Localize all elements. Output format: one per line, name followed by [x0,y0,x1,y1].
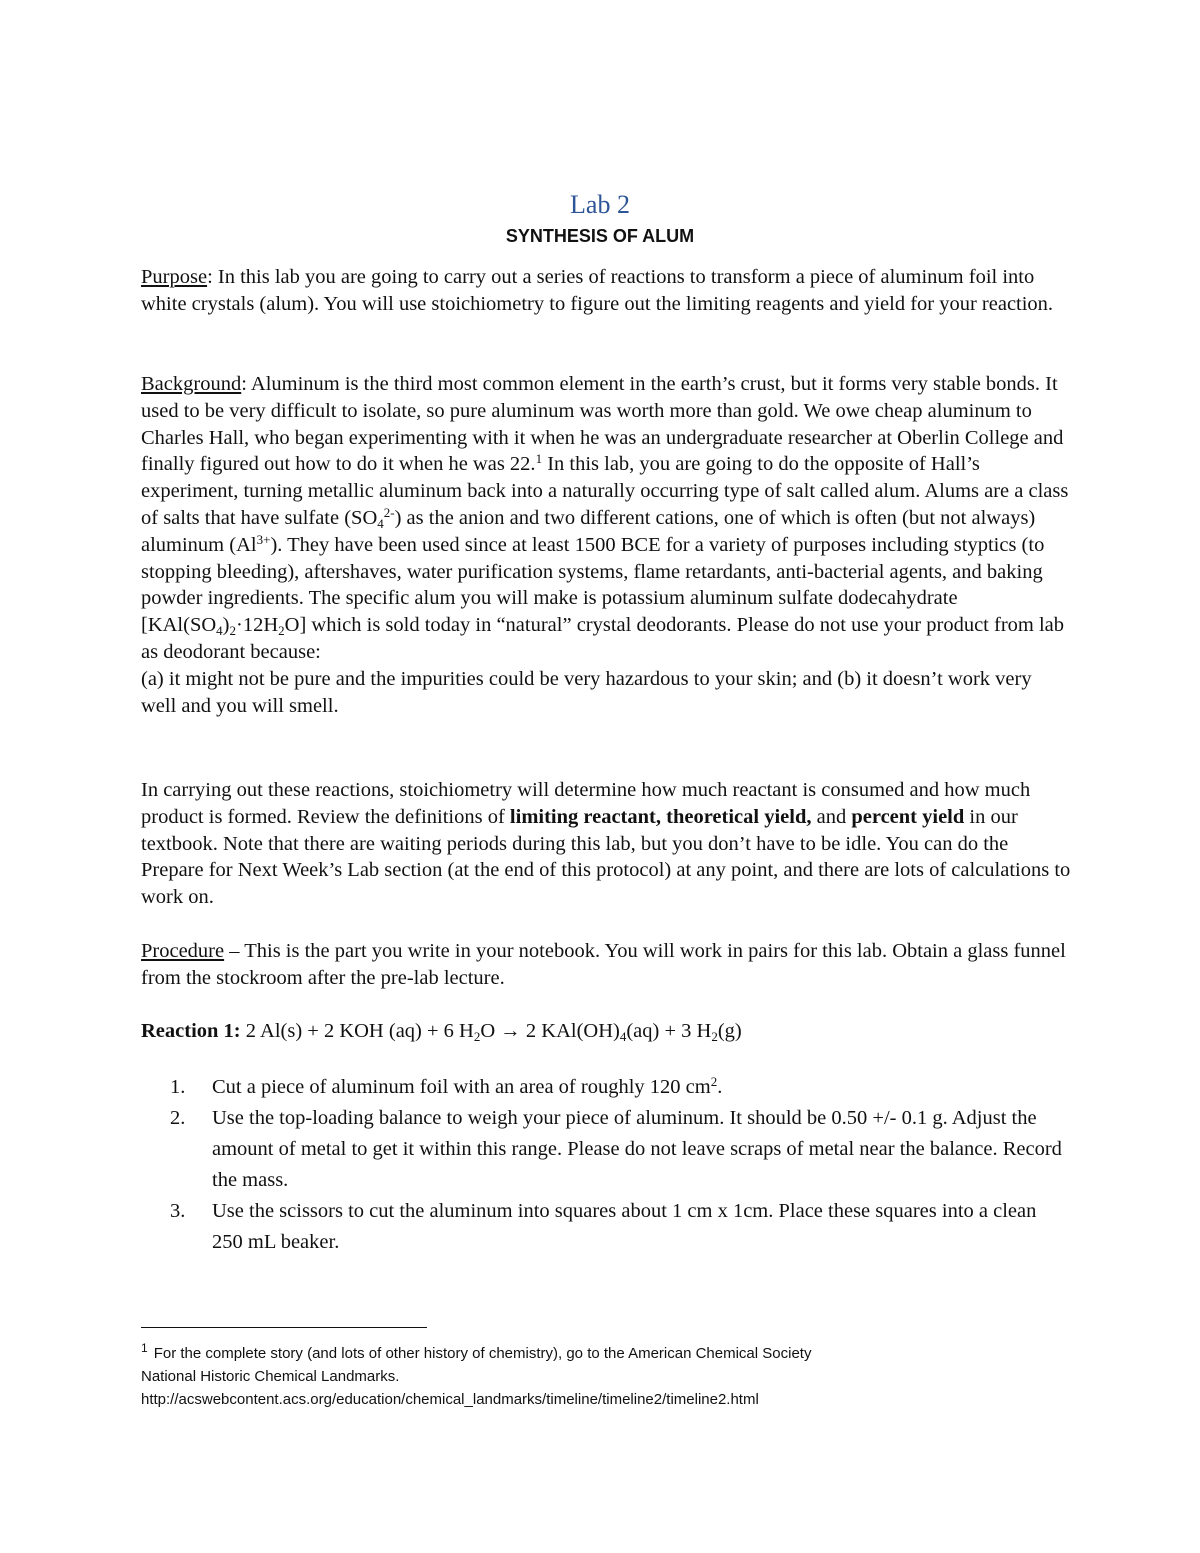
footnote [141,1342,1071,1411]
equation-subscript-3: 2 [711,1029,718,1044]
page-title: Lab 2 [570,190,630,219]
background-text-1: : Aluminum is the third most common element in the earth’s crust, but it forms very stable bonds. It used to be very difficult to isolate, so pure aluminum was worth more than gold. We owe cheap aluminum to Charles Hall, who began experimenting with it when he was an undergraduate researcher at Oberlin College and finally figured out how to do it when he was 22. [141,373,1064,476]
footnote-divider [141,1327,427,1328]
term-percent-yield: percent yield [851,805,965,828]
step-text-end: . [717,1076,723,1098]
sulfate-subscript: 4 [377,515,384,531]
formula-subscript-1: 4 [216,623,223,639]
procedure-text: – This is the part you write in your notebook. You will work in pairs for this lab. Obtain a glass funnel from the stockroom after the pre-lab lecture. [141,940,1066,989]
equation-subscript-2: 4 [619,1029,627,1044]
carrying-text-2: and [811,805,852,828]
footnote-mark: 1 [141,1341,148,1355]
step-superscript: 2 [710,1074,718,1089]
procedure-steps [170,1072,1070,1258]
equation-part-3: (aq) + 3 H [626,1020,712,1042]
reaction-label: Reaction 1: [141,1020,241,1042]
background-label: Background [141,373,242,395]
step-number: 3. [170,1200,186,1222]
footnote-line-1: For the complete story (and lots of other history of chemistry), go to the American Chemical Society [153,1345,812,1362]
equation-part-1: 2 Al(s) + 2 KOH (aq) + 6 H [240,1020,474,1042]
list-item [170,1103,1070,1196]
stoichiometry-paragraph [141,777,1071,911]
procedure-section [141,938,1071,992]
formula-subscript-2: 2 [229,623,236,639]
list-item [170,1196,1070,1258]
purpose-text: : In this lab you are going to carry out a series of reactions to transform a piece of aluminum foil into white crystals (alum). You will use stoichiometry to figure out the limiting reagents and yield for your reaction. [141,266,1054,315]
carrying-text-1: In carrying out these reactions, stoichiometry will determine how much reactant is consumed and how much product is formed. Review the definitions of [141,779,1031,828]
sulfate-charge: 2- [383,504,395,520]
purpose-section [141,264,1071,318]
background-text-4: ). They have been used since at least 1500 BCE for a variety of purposes including styptics (to stopping bleeding), aftershaves, water purification systems, flame retardants, anti-bacterial agents, and baking powder ingredients. The specific alum you will make is potassium aluminum sulfate dodecahydrate [KAl(SO [141,533,1045,637]
equation-part-4: (g) [717,1020,742,1042]
aluminum-charge: 3+ [256,531,271,547]
step-text: Use the top-loading balance to weigh your piece of aluminum. It should be 0.50 +/- 0.1 g. Adjust the amount of metal to get it within this range. Please do not leave scraps of metal near the balance. Record the mass. [212,1107,1062,1191]
step-number: 2. [170,1107,186,1129]
formula-part-2: ·12H [236,614,279,637]
formula-subscript-3: 2 [278,623,285,639]
background-section [141,371,1071,719]
formula-part-1: ) [222,614,230,637]
step-text: Use the scissors to cut the aluminum into squares about 1 cm x 1cm. Place these squares into a clean 250 mL beaker. [212,1200,1037,1253]
procedure-label: Procedure [141,940,225,962]
purpose-label: Purpose [141,266,208,288]
background-text-3: ) as the anion and two different cations, one of which is often (but not always) aluminum (Al [141,506,1036,556]
carrying-text-3: in our textbook. Note that there are waiting periods during this lab, but you don’t have to be idle. You can do the Prepare for Next Week’s Lab section (at the end of this protocol) at any point, and there are lots of calculations to work on. [141,805,1071,909]
background-text-2: In this lab, you are going to do the opposite of Hall’s experiment, turning metallic aluminum back into a naturally occurring type of salt called alum. Alums are a class of salts that have sulfate (SO [141,453,1069,529]
footnote-link[interactable]: http://acswebcontent.acs.org/education/chemical_landmarks/timeline/timeline2/timeline2.html [141,1391,759,1408]
footnote-line-2: National Historic Chemical Landmarks. [141,1368,400,1385]
equation-subscript-1: 2 [473,1029,481,1044]
list-item [170,1072,1070,1103]
background-text-5: O] which is sold today in “natural” crystal deodorants. Please do not use your product from lab as deodorant because: [141,614,1065,663]
term-limiting-theoretical: limiting reactant, theoretical yield, [509,805,812,828]
reaction-equation [141,1018,1071,1045]
equation-part-2: O → 2 KAl(OH) [480,1020,620,1042]
step-text: Cut a piece of aluminum foil with an area of roughly 120 cm [212,1076,711,1098]
footnote-reference[interactable]: 1 [535,451,543,467]
background-text-6: (a) it might not be pure and the impurities could be very hazardous to your skin; and (b) it doesn’t work very well and you will smell. [141,667,1032,717]
step-number: 1. [170,1076,186,1098]
page-subtitle: SYNTHESIS OF ALUM [505,226,695,246]
